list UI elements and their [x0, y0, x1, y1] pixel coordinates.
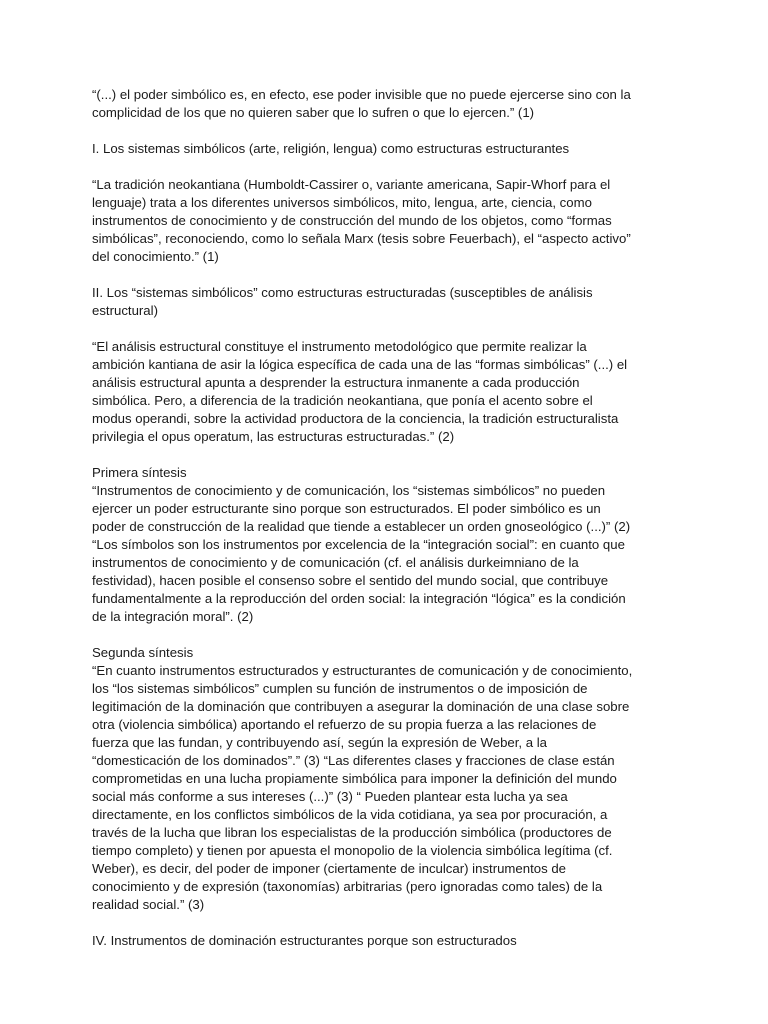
section-heading-1: I. Los sistemas simbólicos (arte, religión, lengua) como estructuras estructurantes: [92, 141, 570, 156]
synthesis-paragraph-first: Primera síntesis “Instrumentos de conocimiento y de comunicación, los “sistemas simbólicos” no pueden ejercer un poder estructurante sino porque son estructurados. El poder simbólico es un poder de construcción de la realidad que tiende a establecer un orden gnoseológico (...)” (2) “Los símbolos son los instrumentos por excelencia de la “integración social”: en cuanto que instrumentos de conocimiento y de comunicación (cf. el análisis durkeimniano de la festividad), hacen posible el consenso sobre el sentido del mundo social, que contribuye fundamentalmente a la reproducción del orden social: la integración “lógica” es la condición de la integración moral”. (2): [92, 465, 631, 624]
section-heading-4: IV. Instrumentos de dominación estructurantes porque son estructurados: [92, 933, 517, 948]
document-body: [92, 86, 682, 950]
synthesis-paragraph-second: Segunda síntesis “En cuanto instrumentos estructurados y estructurantes de comunicación y de conocimiento, los “los sistemas simbólicos” cumplen su función de instrumentos o de imposición de legitimación de la dominación que contribuyen a asegurar la dominación de una clase sobre otra (violencia simbólica) aportando el refuerzo de su propia fuerza a las relaciones de fuerza que las fundan, y contribuyendo así, según la expresión de Weber, a la “domesticación de los dominados”.” (3) “Las diferentes clases y fracciones de clase están comprometidas en una lucha propiamente simbólica para imponer la definición del mundo social más conforme a sus intereses (...)” (3) “ Pueden plantear esta lucha ya sea directamente, en los conflictos simbólicos de la vida cotidiana, ya sea por procuración, a través de la lucha que libran los especialistas de la producción simbólica (productores de tiempo completo) y tienen por apuesta el monopolio de la violencia simbólica legítima (cf. Weber), es decir, del poder de imponer (ciertamente de inculcar) instrumentos de conocimiento y de expresión (taxonomías) arbitrarias (pero ignoradas como tales) de la realidad social.” (3): [92, 645, 633, 912]
quote-paragraph-neokantian: “La tradición neokantiana (Humboldt-Cassirer o, variante americana, Sapir-Whorf para el lenguaje) trata a los diferentes universos simbólicos, mito, lengua, arte, ciencia, como instrumentos de conocimiento y de construcción del mundo de los objetos, como “formas simbólicas”, reconociendo, como lo señala Marx (tesis sobre Feuerbach), el “aspecto activo” del conocimiento.” (1): [92, 177, 631, 264]
section-heading-2: II. Los “sistemas simbólicos” como estructuras estructuradas (susceptibles de análisis estructural): [92, 285, 593, 318]
quote-paragraph-intro: “(...) el poder simbólico es, en efecto, ese poder invisible que no puede ejercerse sino con la complicidad de los que no quieren saber que lo sufren o que lo ejercen.” (1): [92, 87, 631, 120]
quote-paragraph-structural: “El análisis estructural constituye el instrumento metodológico que permite realizar la ambición kantiana de asir la lógica específica de cada una de las “formas simbólicas” (...) el análisis estructural apunta a desprender la estructura inmanente a cada producción simbólica. Pero, a diferencia de la tradición neokantiana, que ponía el acento sobre el modus operandi, sobre la actividad productora de la conciencia, la tradición estructuralista privilegia el opus operatum, las estructuras estructuradas.” (2): [92, 339, 628, 444]
